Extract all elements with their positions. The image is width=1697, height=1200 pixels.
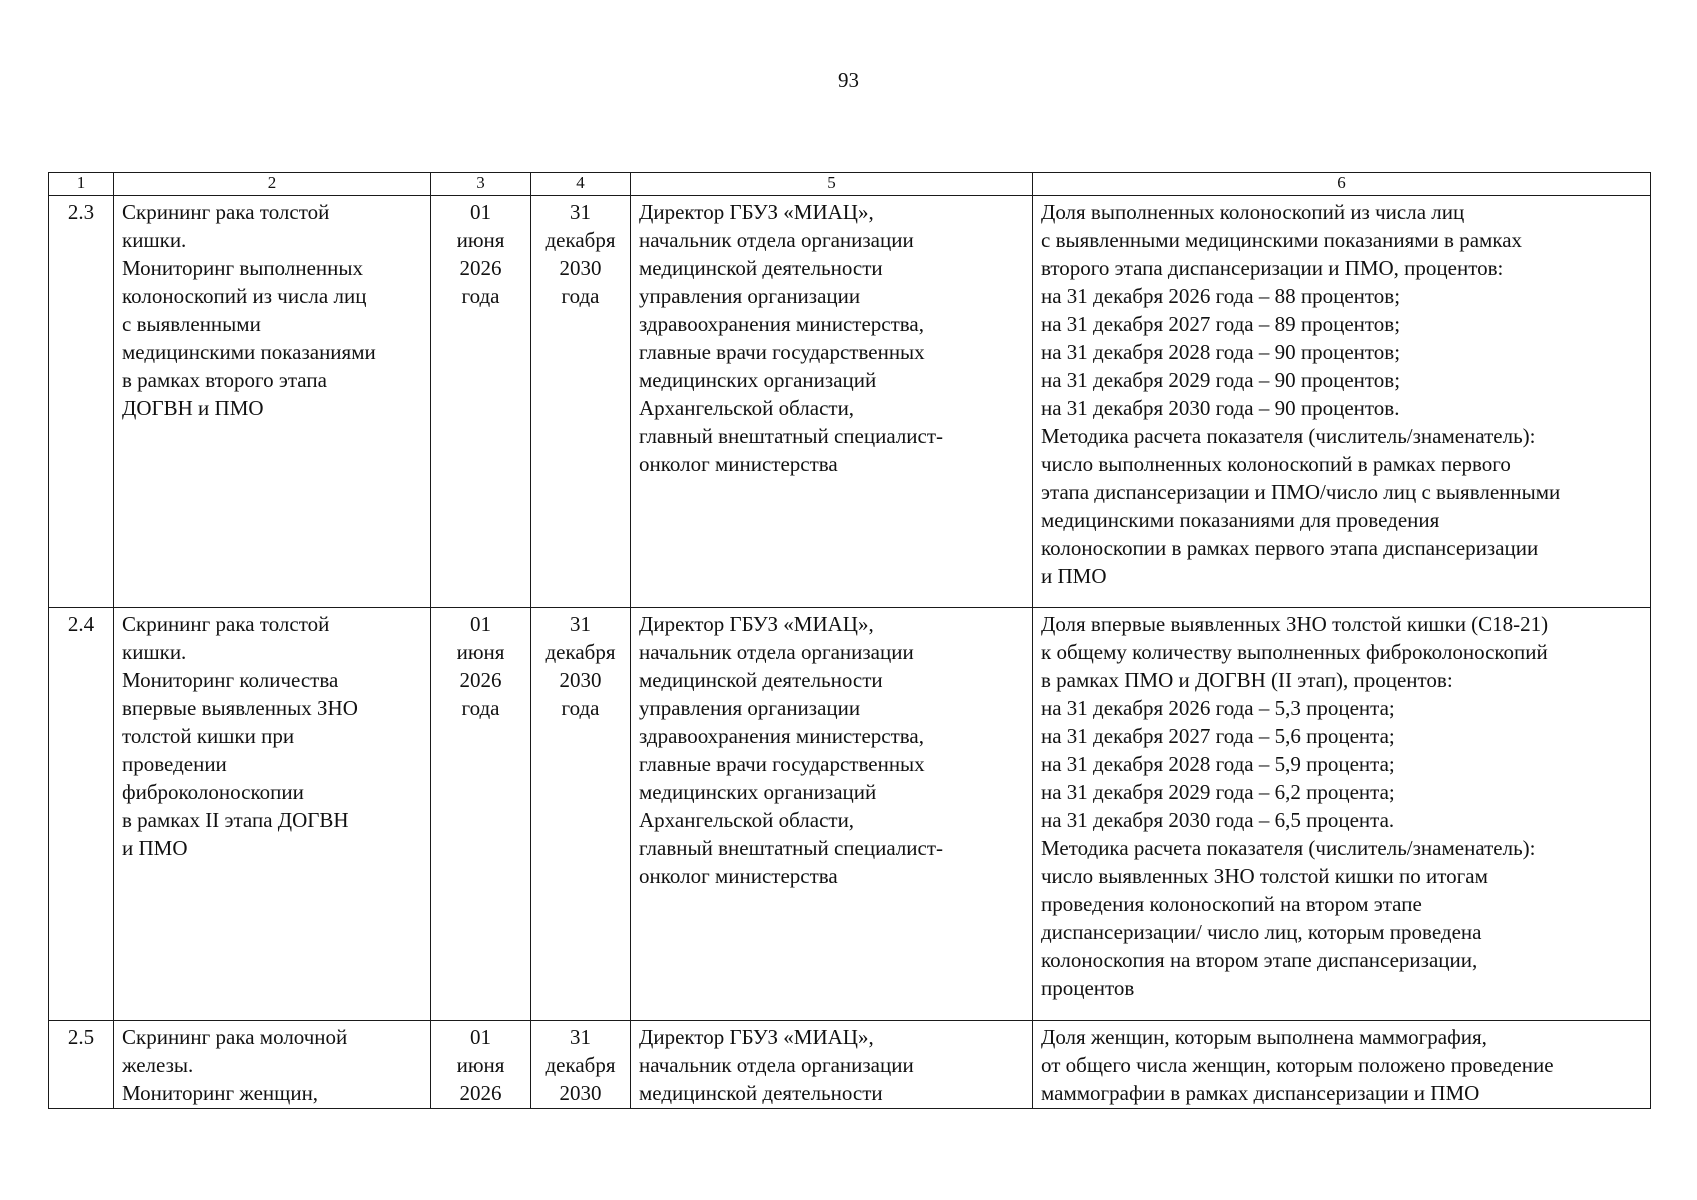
page-number: 93 [838, 68, 859, 92]
column-header-5: 5 [631, 173, 1033, 196]
indicator-description: Доля женщин, которым выполнена маммография, от общего числа женщин, которым положено проведение маммографии в рамках диспансеризации и ПМО [1033, 1021, 1651, 1109]
responsible-persons: Директор ГБУЗ «МИАЦ», начальник отдела организации медицинской деятельности управления организации здравоохранения министерства, главные врачи государственных медицинских организаций Архангельской области, главный внештатный специалист- онколог министерства [631, 608, 1033, 1021]
column-number-row [49, 173, 1651, 196]
row-number: 2.4 [49, 608, 114, 1021]
indicator-description: Доля впервые выявленных ЗНО толстой кишки (С18-21) к общему количеству выполненных фиброколоноскопий в рамках ПМО и ДОГВН (II этап), процентов: на 31 декабря 2026 года – 5,3 процента; на 31 декабря 2027 года – 5,6 процента; на 31 декабря 2028 года – 5,9 процента; на 31 декабря 2029 года – 6,2 процента; на 31 декабря 2030 года – 6,5 процента. Методика расчета показателя (числитель/знаменатель): число выявленных ЗНО толстой кишки по итогам проведения колоноскопий на втором этапе диспансеризации/ число лиц, которым проведена колоноскопия на втором этапе диспансеризации, процентов [1033, 608, 1651, 1021]
responsible-persons: Директор ГБУЗ «МИАЦ», начальник отдела организации медицинской деятельности [631, 1021, 1033, 1109]
measure-title: Скрининг рака толстой кишки. Мониторинг количества впервые выявленных ЗНО толстой кишки при проведении фиброколоноскопии в рамках II этапа ДОГВН и ПМО [114, 608, 431, 1021]
row-number: 2.5 [49, 1021, 114, 1109]
start-date: 01 июня 2026 года [431, 608, 531, 1021]
table-row [49, 196, 1651, 608]
table-row [49, 1021, 1651, 1109]
table-row [49, 608, 1651, 1021]
row-number: 2.3 [49, 196, 114, 608]
responsible-persons: Директор ГБУЗ «МИАЦ», начальник отдела организации медицинской деятельности управления организации здравоохранения министерства, главные врачи государственных медицинских организаций Архангельской области, главный внештатный специалист- онколог министерства [631, 196, 1033, 608]
column-header-3: 3 [431, 173, 531, 196]
column-header-2: 2 [114, 173, 431, 196]
measure-title: Скрининг рака молочной железы. Мониторинг женщин, [114, 1021, 431, 1109]
end-date: 31 декабря 2030 года [531, 196, 631, 608]
end-date: 31 декабря 2030 года [531, 608, 631, 1021]
column-header-1: 1 [49, 173, 114, 196]
indicator-description: Доля выполненных колоноскопий из числа лиц с выявленными медицинскими показаниями в рамках второго этапа диспансеризации и ПМО, процентов: на 31 декабря 2026 года – 88 процентов; на 31 декабря 2027 года – 89 процентов; на 31 декабря 2028 года – 90 процентов; на 31 декабря 2029 года – 90 процентов; на 31 декабря 2030 года – 90 процентов. Методика расчета показателя (числитель/знаменатель): число выполненных колоноскопий в рамках первого этапа диспансеризации и ПМО/число лиц с выявленными медицинскими показаниями для проведения колоноскопии в рамках первого этапа диспансеризации и ПМО [1033, 196, 1651, 608]
column-header-4: 4 [531, 173, 631, 196]
end-date: 31 декабря 2030 [531, 1021, 631, 1109]
measures-table [48, 172, 1651, 1109]
measure-title: Скрининг рака толстой кишки. Мониторинг выполненных колоноскопий из числа лиц с выявленными медицинскими показаниями в рамках второго этапа ДОГВН и ПМО [114, 196, 431, 608]
column-header-6: 6 [1033, 173, 1651, 196]
start-date: 01 июня 2026 [431, 1021, 531, 1109]
start-date: 01 июня 2026 года [431, 196, 531, 608]
